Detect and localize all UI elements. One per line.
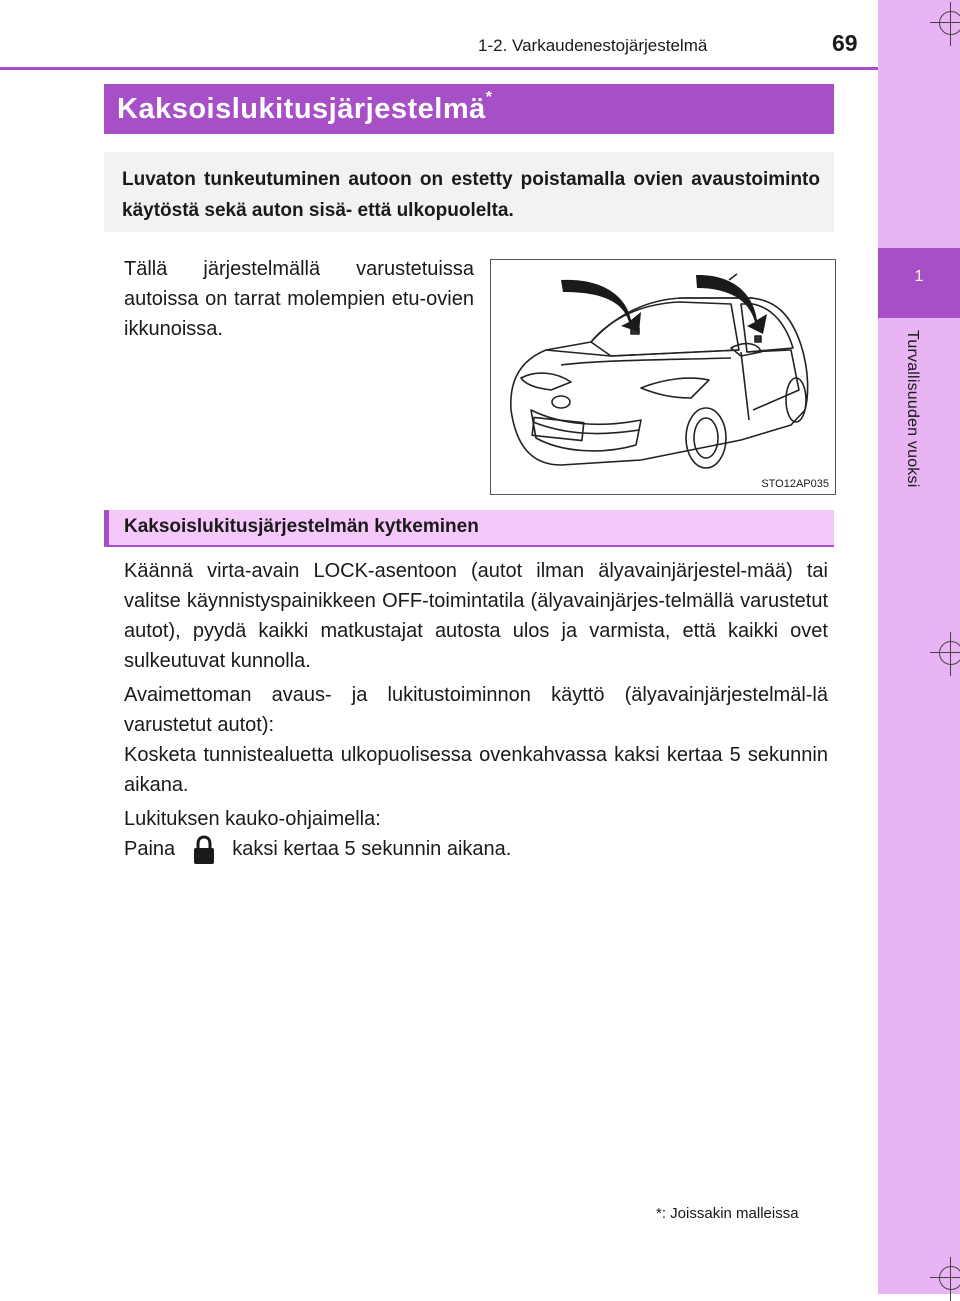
page-title-text: Kaksoislukitusjärjestelmä [117, 93, 486, 125]
footnote-text: : Joissakin malleissa [661, 1205, 799, 1222]
instruction-paragraph-3-line1: Lukituksen kauko-ohjaimella: [124, 808, 381, 830]
image-code: STO12AP035 [761, 478, 829, 490]
header-rule [0, 67, 878, 70]
instruction-paragraph-1: Käännä virta-avain LOCK-asentoon (autot ilman älyavainjärjestel-mää) tai valitse käynnistyspainikkeen OFF-toimintatila (älyavainjärjes-telmällä varustetut autot), pyydä kaikki matkustajat autosta ulos ja varmista, että kaikki ovet sulkeutuvat kunnolla. [124, 560, 828, 672]
header-section-title: 1-2. Varkaudenestojärjestelmä [478, 36, 708, 55]
instruction-paragraph-2 [124, 680, 828, 800]
registration-mark-top [939, 11, 960, 35]
car-illustration [490, 259, 836, 495]
intro-text: Luvaton tunkeutuminen autoon on estetty poistamalla ovien avaustoiminto käytöstä sekä auton sisä- että ulkopuolelta. [122, 169, 820, 221]
car-drawing [491, 260, 835, 494]
chapter-number-tab[interactable] [878, 248, 960, 318]
registration-mark-bottom [939, 1266, 960, 1290]
press-suffix: kaksi kertaa 5 sekunnin aikana. [232, 838, 512, 860]
chapter-title: Turvallisuuden vuoksi [904, 330, 921, 488]
intro-box [104, 152, 834, 232]
footnote-asterisk-icon: * [656, 1205, 662, 1222]
instruction-paragraph-2-line2: Kosketa tunnistealuetta ulkopuolisessa ovenkahvassa kaksi kertaa 5 sekunnin aikana. [124, 744, 828, 796]
subsection-header [104, 510, 834, 545]
page-number: 69 [832, 30, 858, 56]
press-label: Paina [124, 838, 176, 860]
footnote [656, 1205, 799, 1222]
subsection-rule [104, 545, 834, 547]
instruction-paragraph-2-line1: Avaimettoman avaus- ja lukitustoiminnon käyttö (älyavainjärjestelmäl-lä varustetut autot): [124, 684, 828, 736]
asterisk-icon: * [485, 89, 493, 106]
page-title [117, 89, 493, 126]
instruction-paragraph-3 [124, 804, 828, 865]
title-bar [104, 84, 834, 134]
instruction-paragraph-3-line2 [124, 834, 828, 865]
subsection-title: Kaksoislukitusjärjestelmän kytkeminen [124, 516, 479, 537]
registration-mark-middle [939, 641, 960, 665]
lock-icon [191, 835, 217, 865]
chapter-number: 1 [914, 268, 924, 285]
figure-description: Tällä järjestelmällä varustetuissa autoissa on tarrat molempien etu-ovien ikkunoissa. [124, 258, 474, 340]
